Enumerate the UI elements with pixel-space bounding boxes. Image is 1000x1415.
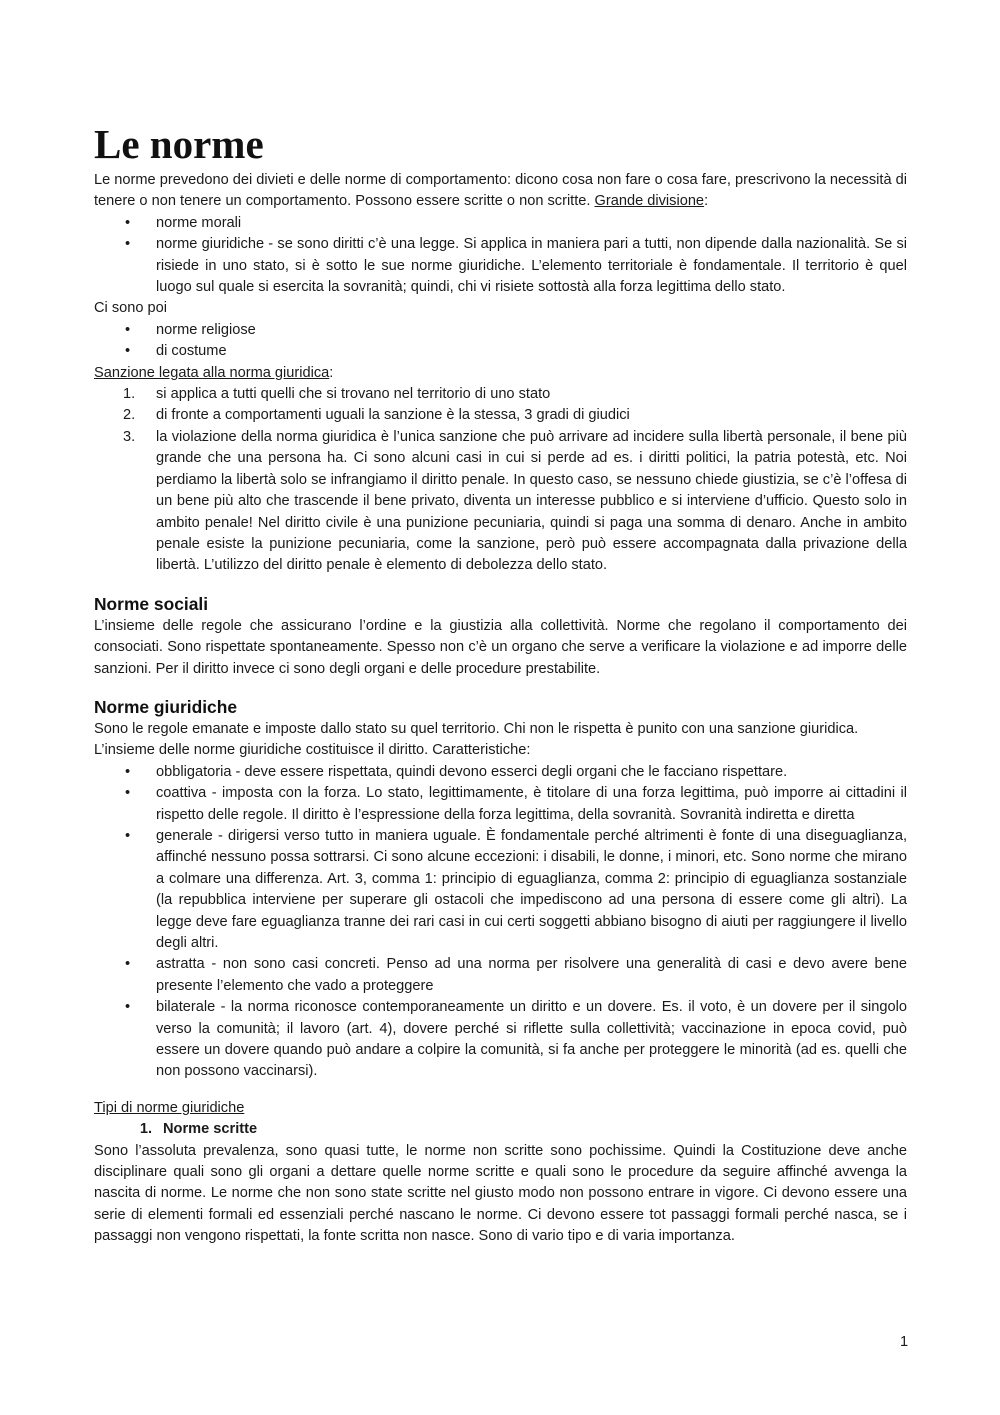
subheading-title: Norme scritte: [163, 1121, 258, 1138]
document-page: [94, 118, 907, 1248]
bullet-icon: •: [125, 763, 131, 780]
page-number: 1: [900, 1334, 909, 1350]
norme-sociali-heading: Norme sociali: [94, 593, 209, 614]
list-item: 1. si applica a tutti quelli che si trovano nel territorio di uno stato: [94, 384, 907, 405]
other-norms-list: [94, 320, 907, 363]
list-item: 2. di fronte a comportamenti uguali la sanzione è la stessa, 3 gradi di giudici: [94, 405, 907, 426]
intro-text: Le norme prevedono dei divieti e delle norme di comportamento: dicono cosa non fare o cosa fare, prescrivono la necessità di tenere o non tenere un comportamento. Possono essere scritte o non scritte.: [94, 172, 907, 210]
tipi-heading: Tipi di norme giuridiche: [94, 1099, 245, 1116]
caratteristiche-list: [94, 762, 907, 1083]
list-item: 3. la violazione della norma giuridica è l’unica sanzione che può arrivare ad incidere sulla libertà personale, il bene più grande che una persona ha. Ci sono alcuni casi in cui si perde ad es. i diritti politici, la patria potestà, etc. Noi perdiamo la libertà solo se infrangiamo il diritto penale. In questo caso, se nessuno chiede giustizia, se c’è l’offesa di un bene più alto che trascende il bene privato, diventa un interesse pubblico e si interviene d’ufficio. Questo solo in ambito penale! Nel diritto civile è una punizione pecuniaria, quindi si paga una somma di denaro. Anche in ambito penale esiste la punizione pecuniaria, come la sanzione, però può essere accompagnata dalla privazione della libertà. L’utilizzo del diritto penale è elemento di debolezza dello stato.: [123, 428, 907, 574]
bullet-icon: •: [125, 236, 131, 253]
norme-giuridiche-line1: Sono le regole emanate e imposte dallo stato su quel territorio. Chi non le rispetta è punito con una sanzione giuridica.: [94, 720, 859, 737]
list-item: • astratta - non sono casi concreti. Penso ad una norma per risolvere una generalità di casi e devo avere bene presente l’elemento che vado a proteggere: [125, 956, 907, 994]
sanzione-list: [94, 384, 907, 577]
bullet-icon: •: [125, 321, 131, 338]
list-item: • bilaterale - la norma riconosce contemporaneamente un diritto e un dovere. Es. il voto, è un dovere per il singolo verso la comunità; il lavoro (art. 4), dovere perché si riflette sulla collettività; vaccinazione in epoca covid, può essere un dovere quando può andare a colpire la comunità, si fa anche per proteggere le minorità (ad es. quelli che non possono vaccinarsi).: [125, 999, 907, 1080]
list-item: • generale - dirigersi verso tutto in maniera uguale. È fondamentale perché altrimenti è fonte di una diseguaglianza, affinché nessuno possa sottrarsi. Ci sono alcune eccezioni: i disabili, le donne, i minori, etc. Sono norme che mirano a colmare una differenza. Art. 3, comma 1: principio di eguaglianza, comma 2: principio di eguaglianza sostanziale (la repubblica interviene per superare gli ostacoli che impediscono ad una persona di essere come gli altri). La legge deve fare eguaglianza tranne dei rari casi in cui certi soggetti abbiano bisogno di aiuti per raggiungere il livello degli altri.: [125, 827, 907, 951]
list-number: 2.: [123, 407, 136, 424]
bullet-icon: •: [125, 214, 131, 231]
intro-paragraph: Le norme prevedono dei divieti e delle norme di comportamento: dicono cosa non fare o cosa fare, prescrivono la necessità di tenere o non tenere un comportamento. Possono essere scritte o non scritte. Grande divisione:: [94, 172, 907, 210]
norme-giuridiche-line2: L’insieme delle norme giuridiche costituisce il diritto. Caratteristiche:: [94, 742, 531, 759]
bullet-icon: •: [125, 343, 131, 360]
list-item: • coattiva - imposta con la forza. Lo stato, legittimamente, è titolare di una forza legittima, può imporre ai cittadini il rispetto delle regole. Il diritto è l’espressione della forza legittima, della sovranità. Sovranità indiretta e diretta: [125, 785, 907, 823]
list-item: • norme religiose: [94, 320, 907, 341]
list-item: • obbligatoria - deve essere rispettata, quindi devono esserci degli organi che le facciano rispettare.: [94, 762, 907, 783]
bullet-icon: •: [125, 827, 131, 844]
grande-divisione-link: Grande divisione: [594, 193, 705, 210]
subheading-number: 1.: [139, 1121, 152, 1138]
list-item: • norme giuridiche - se sono diritti c’è una legge. Si applica in maniera pari a tutti, non dipende dalla nazionalità. Se si risiede in uno stato, si è sotto le sue norme giuridiche. L’elemento territoriale è fondamentale. Il territorio è quel luogo sul quale si esercita la sovranità; quindi, chi vi risiete sottostà alla forza legittima dello stato.: [125, 236, 907, 296]
bullet-icon: •: [125, 956, 131, 973]
norme-giuridiche-heading: Norme giuridiche: [94, 696, 238, 717]
list-item: • norme morali: [94, 213, 907, 234]
norme-scritte-subheading: [94, 1119, 907, 1140]
list-number: 1.: [123, 386, 136, 403]
list-number: 3.: [123, 428, 136, 445]
bullet-icon: •: [125, 785, 131, 802]
bullet-icon: •: [125, 999, 131, 1016]
norme-sociali-paragraph: L’insieme delle regole che assicurano l’ordine e la giustizia alla collettività. Norme che regolano il comportamento dei consociati. Sono rispettate spontaneamente. Spesso non c’è un organo che serve a verificare la violazione e ad imporre delle sanzioni. Per il diritto invece ci sono degli organi e delle procedure prestabilite.: [94, 617, 907, 677]
division-list: [94, 213, 907, 299]
sanzione-heading: Sanzione legata alla norma giuridica:: [94, 364, 334, 381]
page-title: Le norme: [94, 121, 264, 167]
list-item: • di costume: [94, 341, 907, 362]
norme-scritte-paragraph: Sono l’assoluta prevalenza, sono quasi tutte, le norme non scritte sono pochissime. Quindi la Costituzione deve anche disciplinare quali sono gli organi a dettare quelle norme scritte e quali sono le procedure da seguire affinché avvenga la nascita di norme. Le norme che non sono state scritte nel giusto modo non possono entrare in vigore. Ci devono essere una serie di elementi formali ed essenziali perché nascano le norme. Ci devono essere tot passaggi formali perché nasca, se i passaggi non vengono rispettati, la fonte scritta non nasce. Sono di vario tipo e di varia importanza.: [94, 1142, 907, 1245]
ci-sono-poi: Ci sono poi: [94, 300, 168, 317]
